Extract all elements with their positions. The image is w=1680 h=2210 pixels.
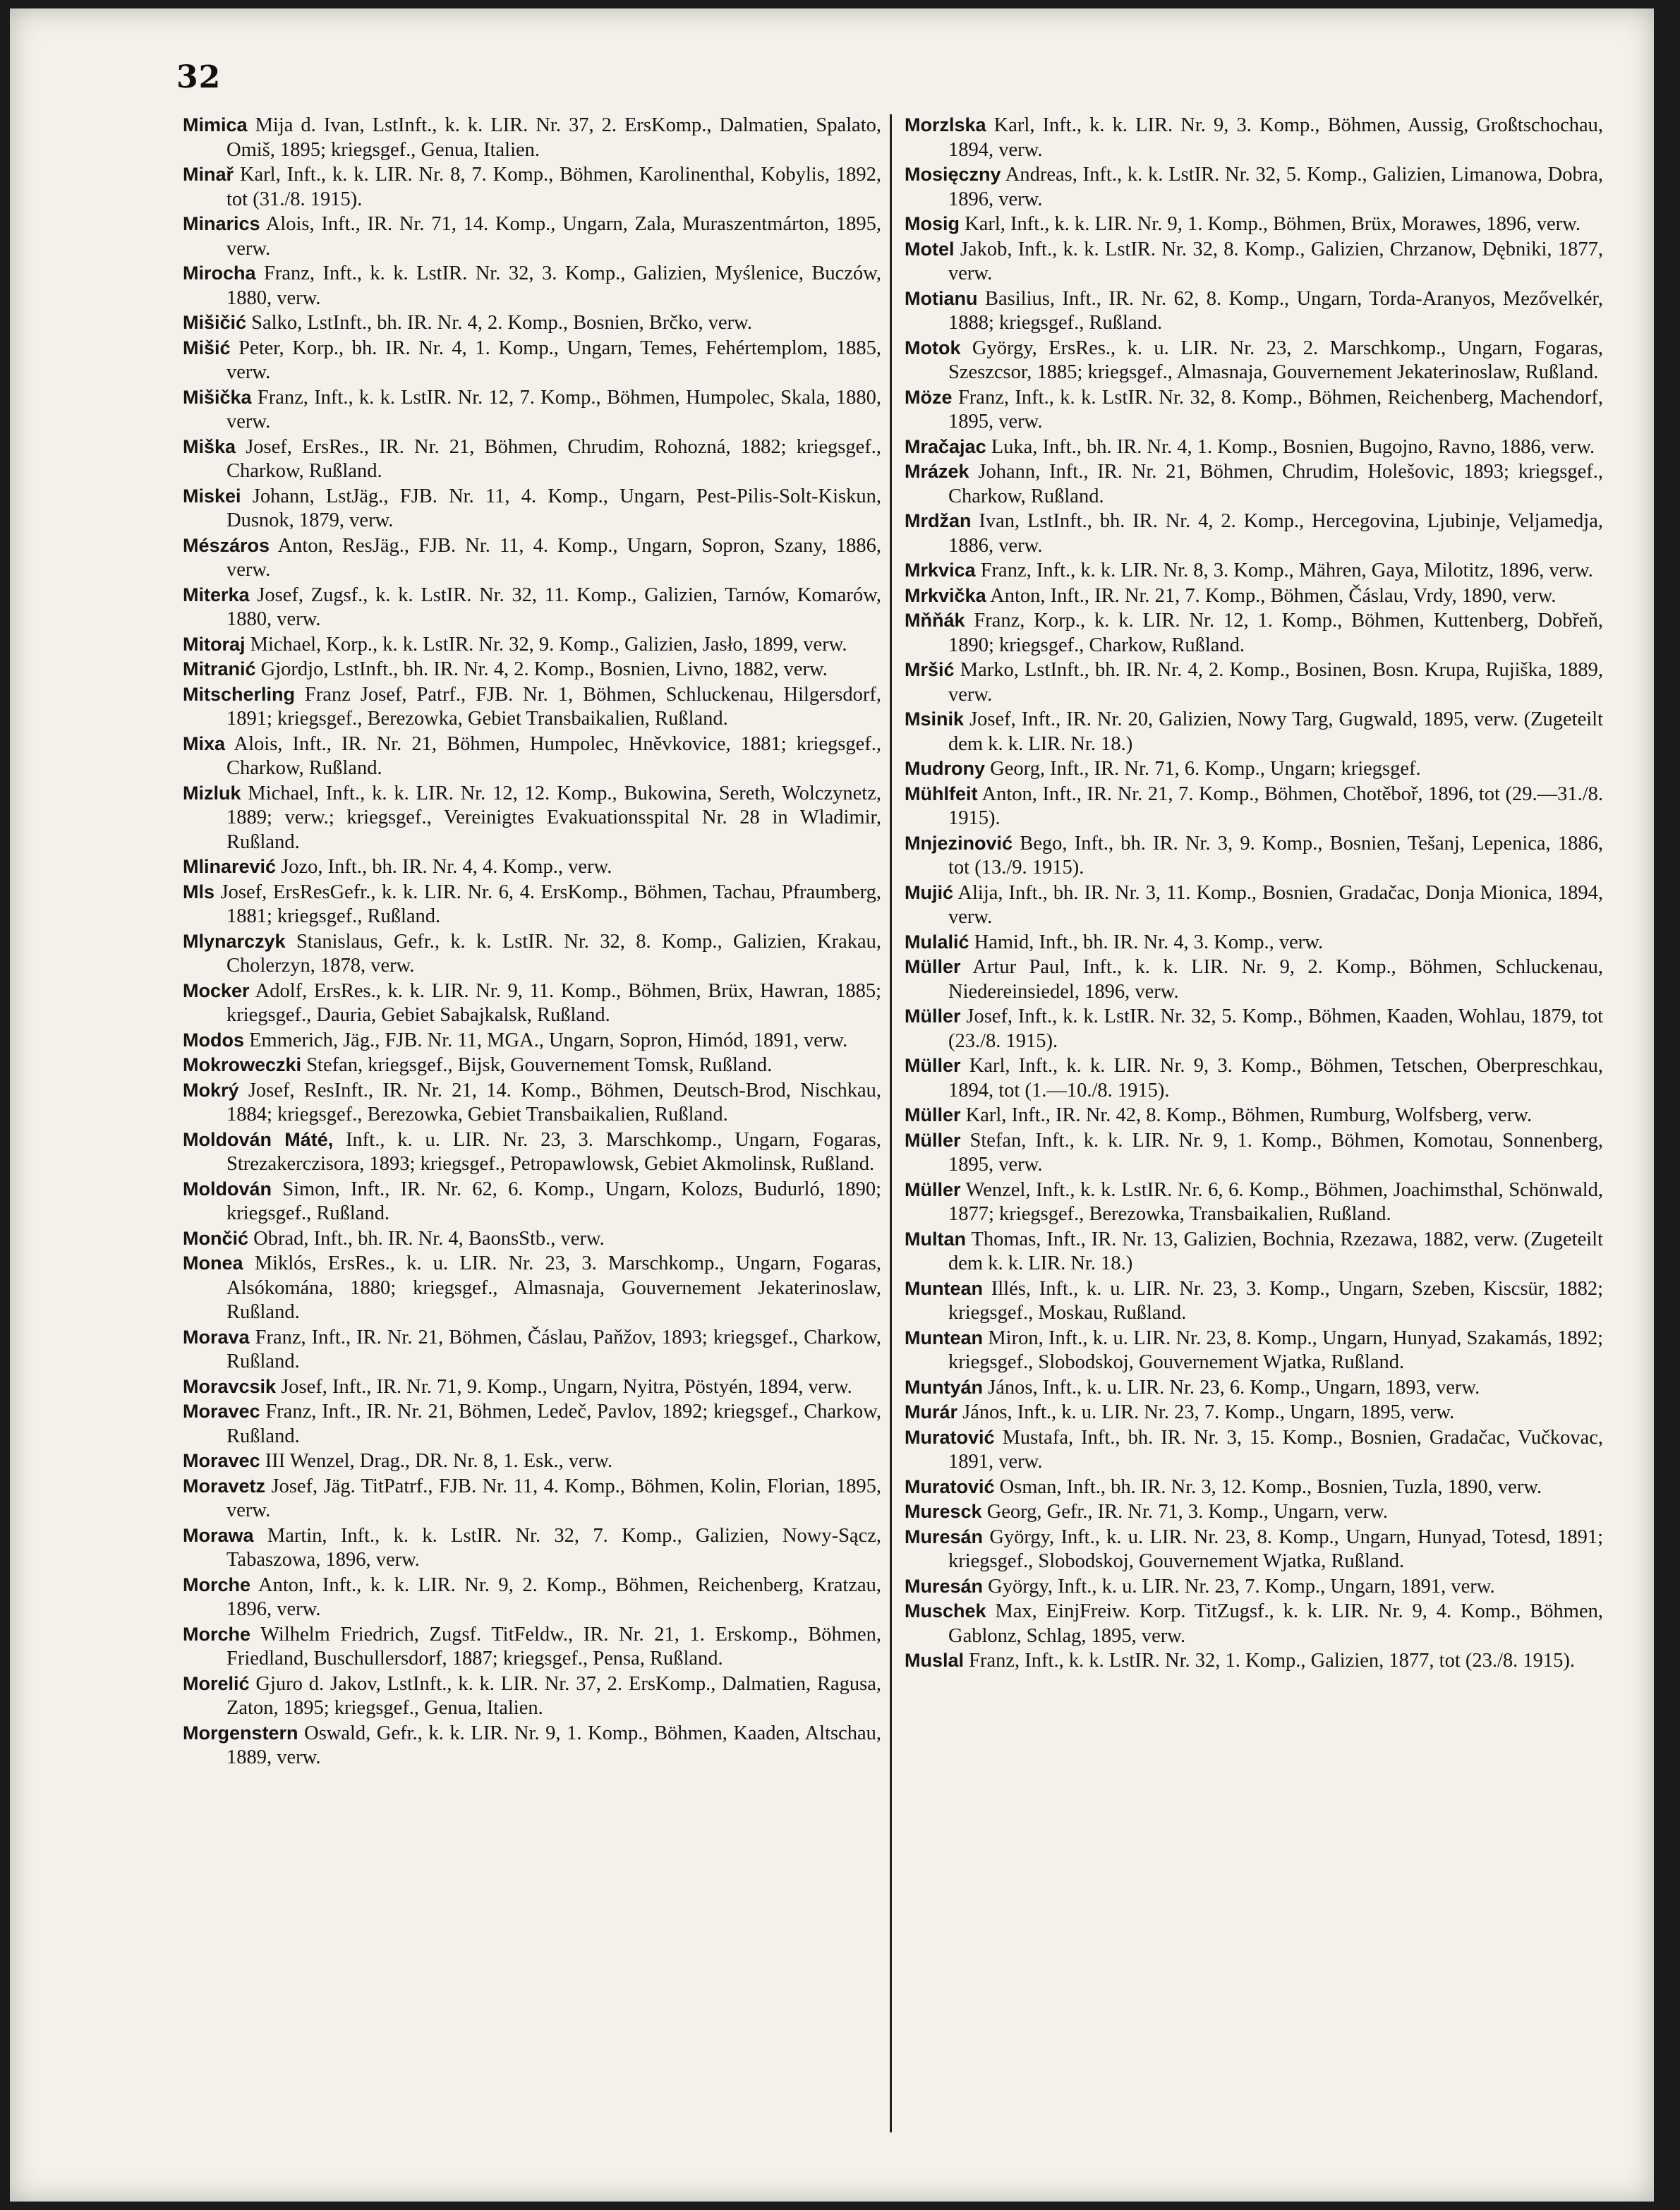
- entry-details: Emmerich, Jäg., FJB. Nr. 11, MGA., Ungarn, Sopron, Himód, 1891, verw.: [244, 1029, 848, 1051]
- entry-surname: Mujić: [905, 881, 954, 903]
- entry-surname: Muresán: [905, 1575, 984, 1597]
- entry-details: Wenzel, Inft., k. k. LstIR. Nr. 6, 6. Komp., Böhmen, Joachimsthal, Schönwald, 1877; kriegsgef., Berezowka, Transbaikalien, Rußland.: [948, 1178, 1603, 1225]
- entry-details: Karl, Inft., k. k. LIR. Nr. 9, 3. Komp., Böhmen, Tetschen, Oberpreschkau, 1894, tot (1.—10./8. 1915).: [948, 1055, 1603, 1101]
- entry-surname: Mrázek: [905, 461, 969, 482]
- entry-surname: Mišić: [183, 337, 231, 358]
- entry-surname: Morche: [183, 1574, 251, 1595]
- entry-details: Karl, Inft., k. k. LIR. Nr. 9, 1. Komp., Böhmen, Brüx, Morawes, 1896, verw.: [960, 213, 1581, 235]
- entry-details: Franz, Inft., k. k. LstIR. Nr. 12, 7. Komp., Böhmen, Humpolec, Skala, 1880, verw.: [226, 386, 881, 433]
- entry-details: III Wenzel, Drag., DR. Nr. 8, 1. Esk., verw.: [260, 1450, 613, 1472]
- casualty-entry: [183, 533, 881, 583]
- entry-details: György, ErsRes., k. u. LIR. Nr. 23, 2. Marschkomp., Ungarn, Fogaras, Szeszcsor, 1885; kriegsgef., Almasnaja, Gouvernement Jekaterinoslaw, Rußland.: [948, 337, 1603, 383]
- entry-surname: Msinik: [905, 708, 965, 730]
- casualty-entry: [905, 336, 1603, 385]
- casualty-entry: [905, 459, 1603, 509]
- entry-details: Gjordjo, LstInft., bh. IR. Nr. 4, 2. Komp., Bosnien, Livno, 1882, verw.: [255, 658, 828, 680]
- entry-surname: Monea: [183, 1252, 243, 1274]
- casualty-entry: [905, 756, 1603, 782]
- casualty-entry: [905, 608, 1603, 658]
- casualty-entry: [905, 1599, 1603, 1648]
- entry-details: János, Inft., k. u. LIR. Nr. 23, 7. Komp., Ungarn, 1895, verw.: [957, 1401, 1455, 1423]
- casualty-entry: [905, 1053, 1603, 1103]
- entry-details: Thomas, Inft., IR. Nr. 13, Galizien, Bochnia, Rzezawa, 1882, verw. (Zugeteilt dem k. k. LIR. Nr. 18.): [948, 1228, 1603, 1274]
- entry-surname: Mišička: [183, 386, 252, 408]
- entry-details: Inft., k. u. LIR. Nr. 23, 3. Marschkomp., Ungarn, Fogaras, Strezakerczisora, 1893; kriegsgef., Petropawlowsk, Gebiet Akmolinsk, Rußland.: [226, 1128, 882, 1175]
- casualty-entry: [905, 658, 1603, 707]
- entry-surname: Mudrony: [905, 758, 985, 779]
- entry-surname: Multan: [905, 1228, 966, 1250]
- entry-details: Adolf, ErsRes., k. k. LIR. Nr. 9, 11. Komp., Böhmen, Brüx, Hawran, 1885; kriegsgef., Dauria, Gebiet Sabajkalsk, Rußland.: [226, 979, 881, 1026]
- entry-surname: Muresán: [905, 1526, 984, 1547]
- entry-surname: Minař: [183, 164, 234, 185]
- casualty-entry: [905, 930, 1603, 955]
- entry-surname: Minarics: [183, 213, 260, 234]
- casualty-entry: [905, 1574, 1603, 1600]
- entry-surname: Mizluk: [183, 782, 241, 804]
- casualty-entry: [183, 261, 881, 310]
- entry-details: Obrad, Inft., bh. IR. Nr. 4, BaonsStb., verw.: [248, 1227, 605, 1250]
- casualty-entry: [183, 1449, 881, 1474]
- entry-surname: Mixa: [183, 732, 226, 754]
- entry-surname: Mokroweczki: [183, 1054, 302, 1075]
- entry-surname: Müller: [905, 1006, 961, 1027]
- casualty-entry: [905, 237, 1603, 286]
- entry-surname: Mitranić: [183, 658, 256, 680]
- entry-details: Osman, Inft., bh. IR. Nr. 3, 12. Komp., Bosnien, Tuzla, 1890, verw.: [994, 1475, 1542, 1498]
- casualty-entry: [183, 1251, 881, 1325]
- entry-details: Stanislaus, Gefr., k. k. LstIR. Nr. 32, 8. Komp., Galizien, Krakau, Cholerzyn, 1878, verw.: [226, 930, 881, 977]
- entry-surname: Morgenstern: [183, 1722, 298, 1744]
- entry-details: Wilhelm Friedrich, Zugsf. TitFeldw., IR. Nr. 21, 1. Erskomp., Böhmen, Friedland, Buschullersdorf, 1887; kriegsgef., Pensa, Rußland.: [226, 1623, 881, 1669]
- casualty-entry: [183, 929, 881, 979]
- casualty-entry: [183, 732, 881, 781]
- entry-details: Josef, ErsRes., IR. Nr. 21, Böhmen, Chrudim, Rohozná, 1882; kriegsgef., Charkow, Rußland.: [226, 435, 881, 482]
- casualty-entry: [905, 1400, 1603, 1425]
- entry-details: Jakob, Inft., k. k. LstIR. Nr. 32, 8. Komp., Galizien, Chrzanow, Dębniki, 1877, verw.: [948, 238, 1603, 284]
- casualty-entry: [183, 657, 881, 682]
- casualty-entry: [905, 1375, 1603, 1401]
- entry-details: Georg, Gefr., IR. Nr. 71, 3. Komp., Ungarn, verw.: [981, 1501, 1389, 1523]
- entry-surname: Morche: [183, 1623, 251, 1645]
- entry-surname: Müller: [905, 1104, 961, 1125]
- entry-details: Anton, Inft., IR. Nr. 21, 7. Komp., Böhmen, Chotěboř, 1896, tot (29.—31./8. 1915).: [948, 783, 1603, 829]
- entry-details: Simon, Inft., IR. Nr. 62, 6. Komp., Ungarn, Kolozs, Budurló, 1890; kriegsgef., Rußland.: [226, 1178, 881, 1224]
- casualty-entry: [183, 632, 881, 658]
- entry-surname: Morzlska: [905, 114, 986, 135]
- entry-details: Anton, Inft., IR. Nr. 21, 7. Komp., Böhmen, Čáslau, Vrdy, 1890, verw.: [986, 584, 1557, 607]
- entry-surname: Mocker: [183, 979, 250, 1001]
- casualty-entry: [183, 583, 881, 632]
- casualty-entry: [905, 955, 1603, 1004]
- casualty-entry: [183, 781, 881, 855]
- casualty-entry: [905, 435, 1603, 460]
- casualty-entry: [183, 1375, 881, 1400]
- entry-surname: Mrkvička: [905, 584, 986, 606]
- entry-surname: Moldován Máté,: [183, 1128, 334, 1150]
- entry-details: Marko, LstInft., bh. IR. Nr. 4, 2. Komp., Bosinen, Bosn. Krupa, Rujiška, 1889, verw.: [948, 659, 1603, 706]
- entry-details: Mija d. Ivan, LstInft., k. k. LIR. Nr. 37, 2. ErsKomp., Dalmatien, Spalato, Omiš, 1895; kriegsgef., Genua, Italien.: [226, 114, 881, 161]
- entry-details: János, Inft., k. u. LIR. Nr. 23, 6. Komp., Ungarn, 1893, verw.: [983, 1376, 1480, 1399]
- entry-details: Andreas, Inft., k. k. LstIR. Nr. 32, 5. Komp., Galizien, Limanowa, Dobra, 1896, verw.: [948, 164, 1603, 210]
- entry-surname: Miterka: [183, 584, 250, 605]
- entry-surname: Mls: [183, 881, 215, 902]
- entry-details: Karl, Inft., k. k. LIR. Nr. 8, 7. Komp., Böhmen, Karolinenthal, Kobylis, 1892, tot (31./8. 1915).: [226, 164, 881, 210]
- entry-surname: Mlinarević: [183, 856, 277, 877]
- entry-details: Karl, Inft., k. k. LIR. Nr. 9, 3. Komp., Böhmen, Aussig, Großtschochau, 1894, verw.: [948, 114, 1603, 161]
- entry-details: Martin, Inft., k. k. LstIR. Nr. 32, 7. Komp., Galizien, Nowy-Sącz, Tabaszowa, 1896, verw.: [226, 1524, 881, 1571]
- entry-details: Hamid, Inft., bh. IR. Nr. 4, 3. Komp., verw.: [969, 931, 1324, 953]
- casualty-entry: [183, 855, 881, 880]
- entry-surname: Motel: [905, 238, 955, 260]
- casualty-entry: [905, 1525, 1603, 1574]
- casualty-entry: [183, 1325, 881, 1375]
- casualty-entry: [183, 1622, 881, 1672]
- entry-details: Gjuro d. Jakov, LstInft., k. k. LIR. Nr. 37, 2. ErsKomp., Dalmatien, Ragusa, Zaton, 1895; kriegsgef., Genua, Italien.: [226, 1672, 881, 1719]
- casualty-entry: [905, 831, 1603, 881]
- entry-surname: Mrdžan: [905, 510, 972, 531]
- entry-details: Franz, Inft., k. k. LstIR. Nr. 32, 3. Komp., Galizien, Myślenice, Buczów, 1880, verw.: [226, 262, 881, 309]
- casualty-entry: [183, 1226, 881, 1252]
- casualty-entry: [905, 113, 1603, 162]
- casualty-entry: [183, 1177, 881, 1226]
- entry-details: Josef, ErsResGefr., k. k. LIR. Nr. 6, 4. ErsKomp., Böhmen, Tachau, Pfraumberg, 1881; kriegsgef., Rußland.: [214, 881, 881, 927]
- entry-details: Josef, Inft., IR. Nr. 71, 9. Komp., Ungarn, Nyitra, Pöstyén, 1894, verw.: [276, 1375, 852, 1398]
- entry-details: Alois, Inft., IR. Nr. 21, Böhmen, Humpolec, Hněvkovice, 1881; kriegsgef., Charkow, Rußland.: [225, 732, 881, 779]
- entry-surname: Mosig: [905, 213, 960, 234]
- casualty-entry: [905, 1425, 1603, 1475]
- casualty-entry: [183, 880, 881, 929]
- casualty-entry: [183, 1128, 881, 1177]
- casualty-entry: [183, 1523, 881, 1573]
- entry-details: Michael, Korp., k. k. LstIR. Nr. 32, 9. Komp., Galizien, Jasło, 1899, verw.: [245, 633, 847, 656]
- casualty-entry: [905, 1178, 1603, 1227]
- casualty-entry: [905, 212, 1603, 237]
- entry-details: Mustafa, Inft., bh. IR. Nr. 3, 15. Komp., Bosnien, Gradačac, Vučkovac, 1891, verw.: [948, 1426, 1603, 1473]
- casualty-entry: [905, 162, 1603, 212]
- entry-details: Bego, Inft., bh. IR. Nr. 3, 9. Komp., Bosnien, Tešanj, Lepenica, 1886, tot (13./9. 1915).: [948, 832, 1603, 878]
- entry-surname: Modos: [183, 1029, 244, 1051]
- casualty-entry: [905, 782, 1603, 831]
- page-number: 32: [176, 59, 222, 95]
- entry-details: Jozo, Inft., bh. IR. Nr. 4, 4. Komp., verw.: [276, 856, 612, 878]
- entry-surname: Morava: [183, 1326, 250, 1348]
- casualty-entry: [183, 385, 881, 435]
- left-column: [183, 113, 881, 1770]
- entry-surname: Motok: [905, 337, 961, 358]
- entry-details: Franz, Inft., IR. Nr. 21, Böhmen, Čáslau, Paňžov, 1893; kriegsgef., Charkow, Rußland.: [226, 1326, 881, 1372]
- entry-details: Miklós, ErsRes., k. u. LIR. Nr. 23, 3. Marschkomp., Ungarn, Fogaras, Alsókomána, 1880; kriegsgef., Almasnaja, Gouvernement Jekaterinoslaw, Rußland.: [226, 1252, 881, 1323]
- entry-details: Michael, Inft., k. k. LIR. Nr. 12, 12. Komp., Bukowina, Sereth, Wolczynetz, 1889; verw.; kriegsgef., Vereinigtes Evakuationsspital Nr. 28 in Wladimir, Rußland.: [226, 782, 881, 853]
- casualty-entry: [183, 1053, 881, 1078]
- entry-surname: Muratović: [905, 1475, 995, 1497]
- entry-details: György, Inft., k. u. LIR. Nr. 23, 7. Komp., Ungarn, 1891, verw.: [983, 1575, 1495, 1598]
- casualty-entry: [183, 435, 881, 484]
- entry-details: Johann, Inft., IR. Nr. 21, Böhmen, Chrudim, Holešovic, 1893; kriegsgef., Charkow, Rußland.: [948, 461, 1603, 507]
- column-divider: [890, 114, 892, 2132]
- casualty-entry: [905, 509, 1603, 558]
- entry-details: Anton, ResJäg., FJB. Nr. 11, 4. Komp., Ungarn, Sopron, Szany, 1886, verw.: [226, 534, 881, 581]
- casualty-entry: [905, 1103, 1603, 1128]
- entry-surname: Murár: [905, 1401, 958, 1423]
- entry-surname: Mosięczny: [905, 164, 1001, 185]
- entry-surname: Mirocha: [183, 262, 256, 284]
- casualty-entry: [183, 1573, 881, 1622]
- casualty-entry: [905, 1326, 1603, 1375]
- entry-details: Josef, Jäg. TitPatrf., FJB. Nr. 11, 4. Komp., Böhmen, Kolin, Florian, 1895, verw.: [226, 1475, 881, 1521]
- entry-details: Josef, Zugsf., k. k. LstIR. Nr. 32, 11. Komp., Galizien, Tarnów, Komarów, 1880, verw.: [226, 584, 881, 630]
- entry-details: Salko, LstInft., bh. IR. Nr. 4, 2. Komp., Bosnien, Brčko, verw.: [246, 312, 752, 334]
- casualty-entry: [183, 310, 881, 336]
- entry-surname: Möze: [905, 386, 953, 408]
- entry-surname: Muntyán: [905, 1376, 983, 1398]
- entry-details: Anton, Inft., k. k. LIR. Nr. 9, 2. Komp., Böhmen, Reichenberg, Kratzau, 1896, verw.: [226, 1574, 881, 1620]
- entry-surname: Mokrý: [183, 1079, 239, 1101]
- entry-surname: Moravetz: [183, 1475, 266, 1497]
- entry-details: Stefan, kriegsgef., Bijsk, Gouvernement Tomsk, Rußland.: [301, 1054, 773, 1076]
- entry-details: Miron, Inft., k. u. LIR. Nr. 23, 8. Komp., Ungarn, Hunyad, Szakamás, 1892; kriegsgef., Slobodskoj, Gouvernement Wjatka, Rußland.: [948, 1327, 1603, 1373]
- entry-details: Basilius, Inft., IR. Nr. 62, 8. Komp., Ungarn, Torda-Aranyos, Mezővelkér, 1888; kriegsgef., Rußland.: [948, 287, 1603, 334]
- entry-surname: Miskei: [183, 485, 241, 507]
- entry-surname: Moldován: [183, 1178, 272, 1200]
- scanned-page: [10, 8, 1654, 2202]
- entry-details: Oswald, Gefr., k. k. LIR. Nr. 9, 1. Komp., Böhmen, Kaaden, Altschau, 1889, verw.: [226, 1722, 881, 1768]
- casualty-entry: [183, 484, 881, 533]
- entry-surname: Mončić: [183, 1227, 249, 1249]
- entry-surname: Mračajac: [905, 435, 986, 457]
- entry-surname: Muresck: [905, 1501, 982, 1522]
- entry-surname: Mršić: [905, 659, 955, 680]
- entry-details: Franz Josef, Patrf., FJB. Nr. 1, Böhmen, Schluckenau, Hilgersdorf, 1891; kriegsgef., Berezowka, Gebiet Transbaikalien, Rußland.: [226, 683, 881, 730]
- entry-details: Franz, Inft., k. k. LIR. Nr. 8, 3. Komp., Mähren, Gaya, Milotitz, 1896, verw.: [975, 560, 1593, 581]
- casualty-entry: [905, 1648, 1603, 1674]
- entry-surname: Muratović: [905, 1426, 995, 1448]
- casualty-entry: [183, 336, 881, 385]
- entry-details: Illés, Inft., k. u. LIR. Nr. 23, 3. Komp., Ungarn, Szeben, Kiscsür, 1882; kriegsgef., Moskau, Rußland.: [948, 1277, 1603, 1324]
- entry-surname: Miška: [183, 435, 236, 457]
- casualty-entry: [183, 1721, 881, 1770]
- entry-surname: Muslal: [905, 1650, 965, 1671]
- entry-details: Alija, Inft., bh. IR. Nr. 3, 11. Komp., Bosnien, Gradačac, Donja Mionica, 1894, verw.: [948, 881, 1603, 928]
- entry-details: György, Inft., k. u. LIR. Nr. 23, 8. Komp., Ungarn, Hunyad, Totesd, 1891; kriegsgef., Slobodskoj, Gouvernement Wjatka, Rußland.: [948, 1526, 1603, 1572]
- entry-surname: Mitscherling: [183, 683, 296, 705]
- entry-surname: Müller: [905, 956, 961, 977]
- entry-details: Luka, Inft., bh. IR. Nr. 4, 1. Komp., Bosnien, Bugojno, Ravno, 1886, verw.: [986, 435, 1595, 458]
- casualty-entry: [905, 1276, 1603, 1326]
- casualty-entry: [905, 584, 1603, 609]
- entry-surname: Motianu: [905, 287, 978, 309]
- entry-surname: Müller: [905, 1055, 961, 1076]
- entry-details: Johann, LstJäg., FJB. Nr. 11, 4. Komp., Ungarn, Pest-Pilis-Solt-Kiskun, Dusnok, 1879, verw.: [226, 485, 881, 531]
- entry-details: Franz, Inft., IR. Nr. 21, Böhmen, Ledeč, Pavlov, 1892; kriegsgef., Charkow, Rußland.: [226, 1401, 881, 1447]
- casualty-entry: [183, 162, 881, 212]
- casualty-entry: [905, 707, 1603, 756]
- entry-details: Josef, Inft., IR. Nr. 20, Galizien, Nowy Targ, Gugwald, 1895, verw. (Zugeteilt dem k. k. LIR. Nr. 18.): [948, 708, 1603, 755]
- entry-surname: Mühlfeit: [905, 783, 978, 804]
- casualty-entry: [905, 558, 1603, 584]
- entry-details: Alois, Inft., IR. Nr. 71, 14. Komp., Ungarn, Zala, Muraszentmárton, 1895, verw.: [226, 213, 881, 260]
- casualty-entry: [183, 1399, 881, 1449]
- entry-details: Josef, Inft., k. k. LstIR. Nr. 32, 5. Komp., Böhmen, Kaaden, Wohlau, 1879, tot (23./8. 1915).: [948, 1006, 1603, 1052]
- entry-surname: Mišičić: [183, 312, 247, 333]
- entry-surname: Morelić: [183, 1672, 250, 1694]
- entry-surname: Muntean: [905, 1277, 983, 1299]
- entry-surname: Moravec: [183, 1450, 260, 1471]
- casualty-entry: [905, 1499, 1603, 1525]
- entry-details: Karl, Inft., IR. Nr. 42, 8. Komp., Böhmen, Rumburg, Wolfsberg, verw.: [960, 1104, 1533, 1126]
- entry-details: Peter, Korp., bh. IR. Nr. 4, 1. Komp., Ungarn, Temes, Fehértemplom, 1885, verw.: [226, 337, 881, 383]
- right-column: [905, 113, 1603, 1674]
- casualty-entry: [183, 1672, 881, 1721]
- entry-surname: Mňňák: [905, 610, 965, 631]
- entry-surname: Mitoraj: [183, 633, 246, 655]
- entry-surname: Mrkvica: [905, 560, 976, 581]
- casualty-entry: [183, 979, 881, 1028]
- entry-surname: Moravcsik: [183, 1375, 277, 1397]
- entry-surname: Muschek: [905, 1600, 986, 1622]
- casualty-entry: [905, 1227, 1603, 1276]
- entry-surname: Morawa: [183, 1524, 254, 1546]
- entry-details: Franz, Korp., k. k. LIR. Nr. 12, 1. Komp., Böhmen, Kuttenberg, Dobřeň, 1890; kriegsgef., Charkow, Rußland.: [948, 610, 1603, 656]
- casualty-entry: [905, 1475, 1603, 1500]
- entry-details: Josef, ResInft., IR. Nr. 21, 14. Komp., Böhmen, Deutsch-Brod, Nischkau, 1884; kriegsgef., Berezowka, Gebiet Transbaikalien, Rußland.: [226, 1079, 881, 1125]
- entry-surname: Müller: [905, 1178, 961, 1200]
- entry-surname: Müller: [905, 1129, 961, 1151]
- entry-details: Georg, Inft., IR. Nr. 71, 6. Komp., Ungarn; kriegsgef.: [985, 758, 1421, 780]
- casualty-entry: [905, 881, 1603, 930]
- casualty-entry: [905, 385, 1603, 435]
- entry-surname: Mészáros: [183, 534, 270, 556]
- entry-surname: Mnjezinović: [905, 832, 1013, 854]
- entry-details: Franz, Inft., k. k. LstIR. Nr. 32, 8. Komp., Böhmen, Reichenberg, Machendorf, 1895, verw.: [948, 386, 1603, 433]
- entry-surname: Mulalić: [905, 931, 969, 953]
- entry-surname: Moravec: [183, 1401, 260, 1422]
- casualty-entry: [183, 1028, 881, 1053]
- casualty-entry: [183, 1474, 881, 1523]
- entry-surname: Mimica: [183, 114, 248, 135]
- entry-details: Franz, Inft., k. k. LstIR. Nr. 32, 1. Komp., Galizien, 1877, tot (23./8. 1915).: [964, 1650, 1576, 1672]
- entry-details: Artur Paul, Inft., k. k. LIR. Nr. 9, 2. Komp., Böhmen, Schluckenau, Niedereinsiedel, 1896, verw.: [948, 956, 1603, 1003]
- entry-details: Stefan, Inft., k. k. LIR. Nr. 9, 1. Komp., Böhmen, Komotau, Sonnenberg, 1895, verw.: [948, 1129, 1603, 1176]
- casualty-entry: [183, 212, 881, 261]
- casualty-entry: [183, 1078, 881, 1128]
- casualty-entry: [905, 286, 1603, 336]
- entry-surname: Muntean: [905, 1327, 983, 1348]
- casualty-entry: [183, 113, 881, 162]
- entry-surname: Mlynarczyk: [183, 930, 286, 952]
- entry-details: Ivan, LstInft., bh. IR. Nr. 4, 2. Komp., Hercegovina, Ljubinje, Veljamedja, 1886, verw.: [948, 510, 1603, 557]
- casualty-entry: [905, 1128, 1603, 1178]
- casualty-entry: [905, 1004, 1603, 1053]
- casualty-entry: [183, 682, 881, 732]
- entry-details: Max, EinjFreiw. Korp. TitZugsf., k. k. LIR. Nr. 9, 4. Komp., Böhmen, Gablonz, Schlag, 1895, verw.: [948, 1600, 1603, 1647]
